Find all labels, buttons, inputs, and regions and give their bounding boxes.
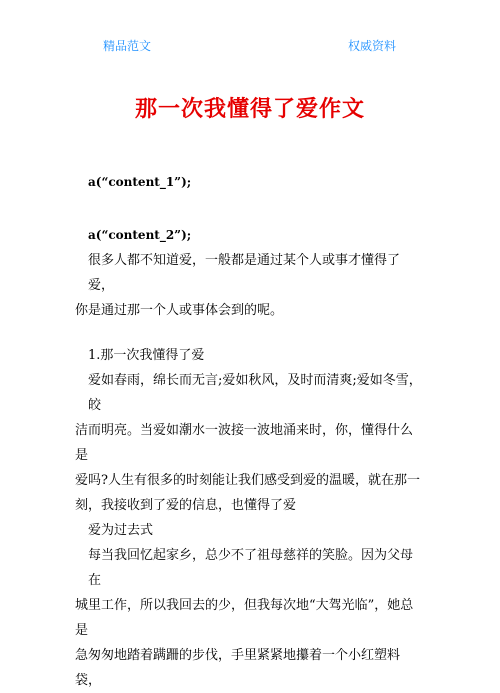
page-header: [0, 37, 500, 53]
sub-heading: 爱为过去式: [88, 523, 154, 538]
paragraph-2: [75, 368, 423, 518]
spacer: [88, 323, 423, 343]
header-right-label: 权威资料: [348, 39, 397, 53]
paragraph-line: 每当我回忆起家乡，总少不了祖母慈祥的笑脸。因为父母在: [88, 548, 414, 588]
paragraph-line: 很多人都不知道爱，一般都是通过某个人或事才懂得了爱，: [88, 253, 401, 293]
section-heading: 1.那一次我懂得了爱: [88, 348, 205, 363]
header-left-label: 精品范文: [103, 39, 152, 53]
paragraph-line: 爱如春雨，绵长而无言;爱如秋风，及时而清爽;爱如冬雪，皎: [88, 373, 422, 413]
paragraph-line: 城里工作，所以我回去的少，但我每次地“大驾光临”，她总是: [75, 598, 414, 638]
paragraph-line: 你是通过那一个人或事体会到的呢。: [75, 303, 284, 318]
spacer: [88, 195, 423, 223]
code-line-2: a(“content_2”);: [88, 228, 192, 242]
document-body: [75, 170, 423, 693]
paragraph-line: 急匆匆地踏着蹒跚的步伐，手里紧紧地攥着一个小红塑料袋，: [75, 648, 401, 688]
paragraph-1: [75, 248, 423, 323]
paragraph-line: 爱吗?人生有很多的时刻能让我们感受到爱的温暖，就在那一: [75, 473, 420, 488]
code-line-1: a(“content_1”);: [88, 175, 192, 189]
paragraph-line: 刻，我接收到了爱的信息，也懂得了爱: [75, 498, 297, 513]
paragraph-line: 洁而明亮。当爱如潮水一波接一波地涌来时，你，懂得什么是: [75, 423, 414, 463]
document-title: 那一次我懂得了爱作文: [134, 96, 365, 122]
paragraph-3: [75, 543, 423, 693]
